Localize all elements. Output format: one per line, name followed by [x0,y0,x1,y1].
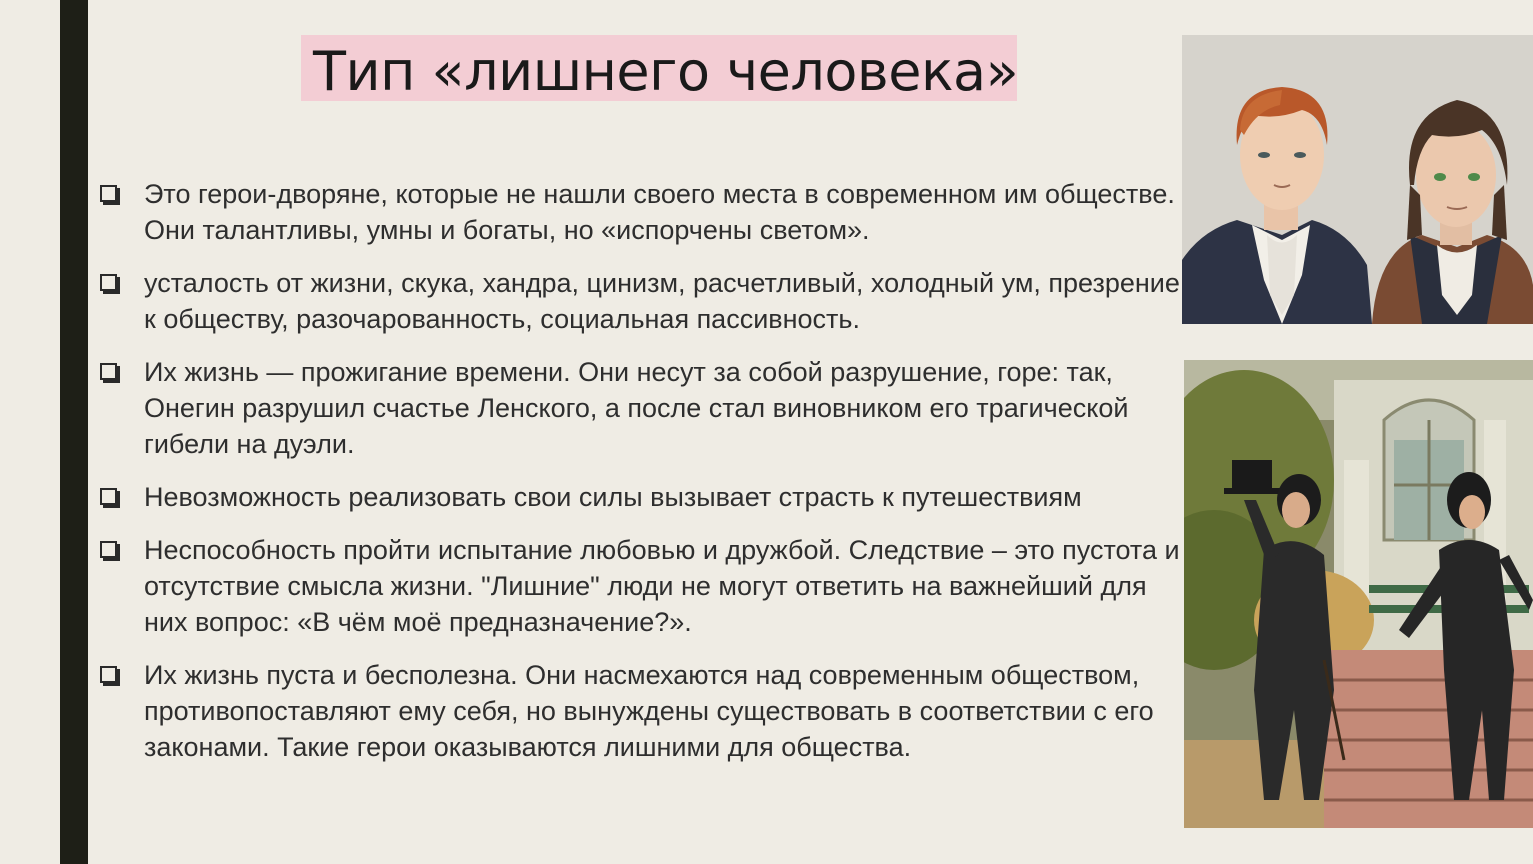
bullet-text: усталость от жизни, скука, хандра, цинизм, расчетливый, холодный ум, презрение к обществу, разочарованность, социальная пассивность. [144,268,1180,334]
bullet-list [96,176,1181,782]
bullet-item [96,265,1181,337]
two-men-walking-painting [1184,360,1533,828]
bullet-text: Это герои-дворяне, которые не нашли своего места в современном им обществе. Они талантливы, умны и богаты, но «испорчены светом». [144,179,1175,245]
bullet-item [96,479,1181,515]
bullet-item [96,657,1181,765]
checkbox-square-icon [100,666,117,683]
checkbox-square-icon [100,274,117,291]
bullet-text: Их жизнь пуста и бесполезна. Они насмехаются над современным обществом, противопоставляют ему себя, но вынуждены существовать в соответствии с его законами. Такие герои оказываются лишними для общества. [144,660,1154,762]
bullet-item [96,532,1181,640]
slide-title: Тип «лишнего человека» [313,40,1019,103]
bullet-item [96,354,1181,462]
title-highlight-box [301,35,1017,101]
bullet-item [96,176,1181,248]
checkbox-square-icon [100,185,117,202]
bullet-text: Неспособность пройти испытание любовью и дружбой. Следствие – это пустота и отсутствие смысла жизни. "Лишние" люди не могут ответить на важнейший для них вопрос: «В чём моё предназначение?». [144,535,1180,637]
two-men-portrait-illustration [1182,35,1533,324]
left-accent-stripe [60,0,88,864]
bullet-text: Невозможность реализовать свои силы вызывает страсть к путешествиям [144,482,1082,512]
checkbox-square-icon [100,541,117,558]
bullet-text: Их жизнь — прожигание времени. Они несут за собой разрушение, горе: так, Онегин разрушил счастье Ленского, а после стал виновником его трагической гибели на дуэли. [144,357,1129,459]
checkbox-square-icon [100,363,117,380]
checkbox-square-icon [100,488,117,505]
